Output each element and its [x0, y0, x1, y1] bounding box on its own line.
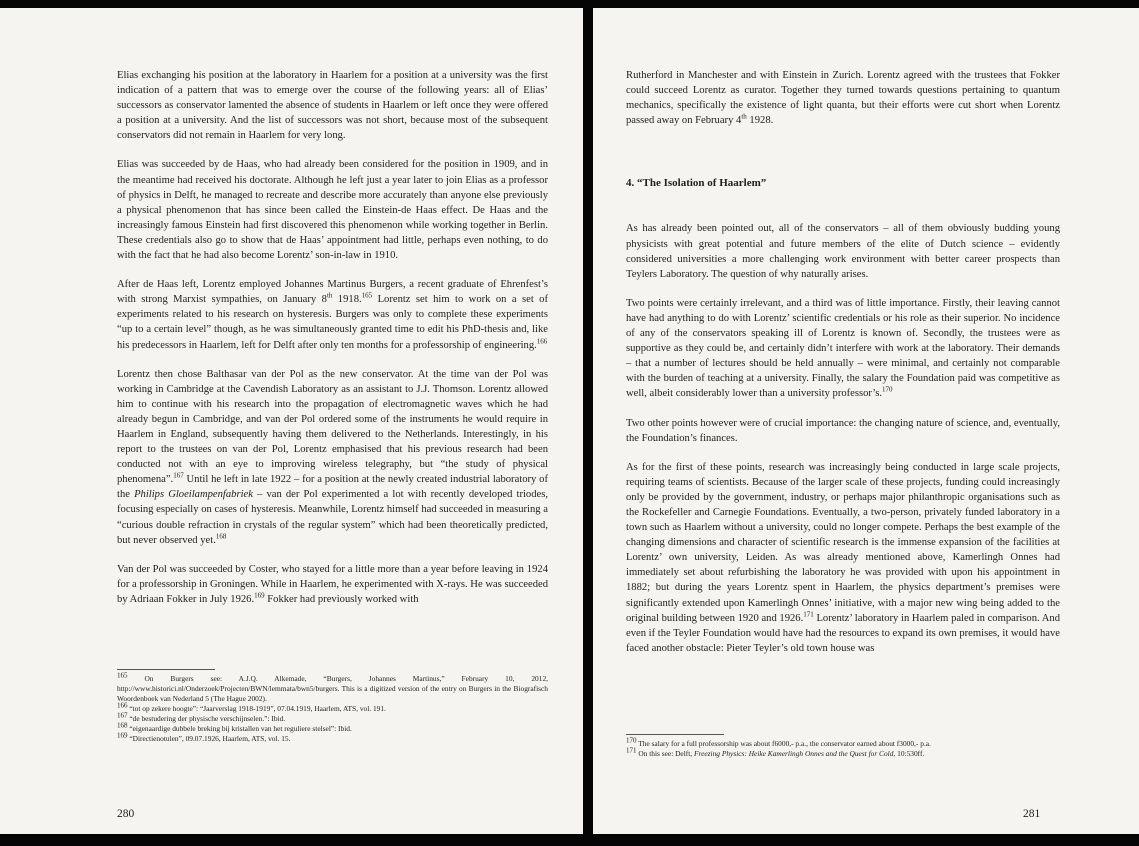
text-run: 1928. [746, 115, 774, 127]
text-run: As for the first of these points, research was increasingly being conducted in large scale projects, requiring teams of scientists. Because of the larger scale of these projects, funding could increasingly only be provided by the government, industry, or perhaps major philanthropic organisations such as the Rockefeller and Carnegie Foundations. Eventually, a two-person, privately funded laboratory in a town such as Haarlem without a university, could no longer compete. Perhaps the best example of the changing dimensions and character of scientific research is the immense expansion of the facilities at Lorentz’ own university, Leiden. As was already mentioned above, Kamerlingh Onnes had immediately set about refurbishing the laboratory he was provided with upon his appointment in 1882; but during the years Lorentz spent in Haarlem, the physics department’s premises were significantly extended upon Kamerlingh Onnes’ initiative, with a major new wing being added to the original building between 1920 and 1926. [626, 461, 1060, 624]
superscript: th [326, 291, 333, 300]
right-page-body [626, 68, 1060, 670]
text-run: Van der Pol was succeeded by Coster, who stayed for a little more than a year before leaving in 1924 for a professorship in Groningen. While in Haarlem, he experimented with X-rays. He was succeeded by Adriaan Fokker in July 1926. [117, 563, 548, 605]
section-heading: 4. “The Isolation of Haarlem” [626, 177, 767, 190]
paragraph: Two other points however were of crucial importance: the changing nature of science, and, eventually, the Foundation’s finances. [626, 417, 1060, 444]
footnote [626, 746, 1060, 759]
right-footnotes [626, 734, 1060, 759]
footnote-text: , 10:530ff. [893, 749, 925, 758]
footnote-text: “tot op zekere hoogte”: “Jaarverslag 1918-1919”, 07.04.1919, Haarlem, ATS, vol. 191. [127, 704, 386, 713]
text-run: After de Haas left, Lorentz employed Johannes Martinus Burgers, a recent graduate of Ehrenfest’s with strong Marxist sympathies, on January 8 [117, 279, 548, 306]
left-page [0, 8, 583, 834]
text-run: 1918. [332, 294, 362, 306]
footnote-ref[interactable]: 170 [882, 385, 893, 394]
footnote-number: 171 [626, 746, 637, 755]
footnote [117, 731, 548, 744]
text-run: Rutherford in Manchester and with Einstein in Zurich. Lorentz agreed with the trustees that Fokker could succeed Lorentz as curator. Together they turned towards questions pertaining to quantum mechanics, specifically the existence of light quanta, but their efforts were cut short when Lorentz passed away on February 4 [626, 70, 1060, 127]
footnote [117, 671, 548, 704]
footnote [117, 701, 548, 714]
footnote [117, 711, 548, 724]
paragraph: As has already been pointed out, all of the conservators – all of them obviously budding young physicists with great potential and future members of the elite of Dutch science – evidently considered universities a more challenging work environment with better career prospects than Teylers Laboratory. The question of why naturally arises. [626, 223, 1060, 280]
paragraph [626, 68, 1060, 128]
superscript: th [741, 112, 747, 121]
footnote-text: On this see: Delft, [636, 749, 694, 758]
footnote-divider [117, 669, 215, 670]
paragraph [117, 562, 548, 607]
footnote-number: 165 [117, 671, 128, 680]
footnote-text: “Directienotulen”, 09.07.1926, Haarlem, ATS, vol. 15. [127, 734, 291, 743]
text-run: Until he left in late 1922 – for a position at the newly created industrial laboratory of the [117, 474, 548, 501]
text-run: Lorentz set him to work on a set of experiments related to his research on hysteresis. Burgers was only to complete these experiments “up to a certain level” though, as he was simultaneously granted time to edit his PhD-thesis and, like his predecessors in Haarlem, left for Delft after only ten months for a professorship of engineering. [117, 294, 548, 351]
italic-text: Philips Gloeilampenfabriek [134, 489, 253, 501]
footnote [626, 736, 1060, 749]
footnote [117, 721, 548, 734]
text-run: Fokker had previously worked with [264, 593, 419, 605]
footnote-ref[interactable]: 167 [173, 471, 184, 480]
footnote-number: 169 [117, 731, 128, 740]
footnote-number: 168 [117, 721, 128, 730]
footnote-number: 170 [626, 736, 637, 745]
paragraph [117, 367, 548, 548]
italic-text: Freezing Physics: Heike Kamerlingh Onnes and the Quest for Cold [693, 749, 894, 758]
text-run: Two points were certainly irrelevant, and a third was of little importance. Firstly, their leaving cannot have had anything to do with Lorentz’ scientific credentials or his role as their superior. No incidence of any of the conservators speaking ill of Lorentz is known of. Secondly, the trustees were as supportive as they could be, and certainly didn’t interfere with work at the laboratory. Their demands – that a number of lectures should be held annually – were minimal, and certainly not comparable with the burden of teaching at a university. Finally, the salary the Foundation paid was competitive as well, albeit considerably lower than a university professor’s. [626, 297, 1060, 400]
footnote-divider [626, 734, 724, 735]
paragraph [626, 296, 1060, 402]
footnote-ref[interactable]: 165 [361, 291, 373, 300]
footnote-ref[interactable]: 168 [215, 532, 227, 541]
text-run: – van der Pol experimented a lot with recently developed triodes, focusing especially on cases of hysteresis. Meanwhile, Lorentz himself had succeeded in measuring a “curious double refraction in crystals of the regular system” which had been theoretically predicted, but never observed yet. [117, 489, 548, 546]
paragraph [117, 277, 548, 352]
page-number: 280 [117, 808, 135, 820]
paragraph: Elias exchanging his position at the laboratory in Haarlem for a position at a university was the first indication of a pattern that was to emerge over the course of the following years: all of Elias’ successors as conservator lamented the absence of students in Haarlem or left once they were offered a position at a university. And the list of successors was not short, because most of the subsequent conservators did not remain in Haarlem for very long. [117, 70, 548, 142]
footnote-ref[interactable]: 171 [803, 610, 814, 619]
paragraph [626, 460, 1060, 656]
left-footnotes [117, 669, 548, 744]
right-page [593, 8, 1139, 834]
footnote-number: 167 [117, 711, 128, 720]
footnote-text: On Burgers see: A.J.Q. Alkemade, “Burgers, Johannes Martinus,” February 10, 2012, http://www.historici.nl/Onderzoek/Projecten/BWN/lemmata/bwn5/burgers. This is a digitized version of the entry on Burgers in the Biografisch Woordenboek van Nederland 5 (The Hague 2002). [117, 674, 548, 703]
footnote-ref[interactable]: 166 [536, 336, 548, 345]
footnote-text: “de bestudering der physische verschijnselen.”: Ibid. [127, 714, 286, 723]
text-run: Lorentz’ laboratory in Haarlem paled in comparison. And even if the Teyler Foundation would have had the resources to expand its own premises, it would have faced another obstacle: Pieter Teyler’s old town house was [626, 612, 1061, 654]
footnote-text: “eigenaardige dubbele breking bij kristallen van het reguliere stelsel”: Ibid. [127, 724, 352, 733]
footnote-text: The salary for a full professorship was about f6000,- p.a., the conservator earned about f3000,- p.a. [636, 739, 931, 748]
page-number: 281 [1023, 808, 1041, 820]
left-page-body [117, 68, 548, 621]
text-run: Lorentz then chose Balthasar van der Pol as the new conservator. At the time van der Pol was working in Cambridge at the Cavendish Laboratory as an assistant to J.J. Thomson. Lorentz allowed him to continue with his research into the propagation of electromagnetic waves which he had already begun in Cambridge, and van der Pol ordered some of the instruments he would require in Haarlem in England, subsequently having them delivered to the Netherlands. Interestingly, in his report to the trustees on van der Pol, Lorentz emphasised that his previous research had been conducted not with an eye to improving wireless telegraphy, but “the study of physical phenomena”. [117, 368, 548, 486]
paragraph: Elias was succeeded by de Haas, who had already been considered for the position in 1909, and in the meantime had received his doctorate. Although he left just a year later to join Elias as a professor of physics in Delft, he managed to recreate and describe more accurately than anyone else previously a physical phenomenon that has since been called the Einstein-de Haas effect. De Haas and the increasingly famous Einstein had first discovered this phenomenon while working together in Berlin. These credentials also go to show that de Haas’ appointment had little, perhaps even nothing, to do with the fact that he had also become Lorentz’ son-in-law in 1910. [117, 159, 548, 262]
footnote-ref[interactable]: 169 [254, 591, 265, 600]
footnote-number: 166 [117, 701, 128, 710]
